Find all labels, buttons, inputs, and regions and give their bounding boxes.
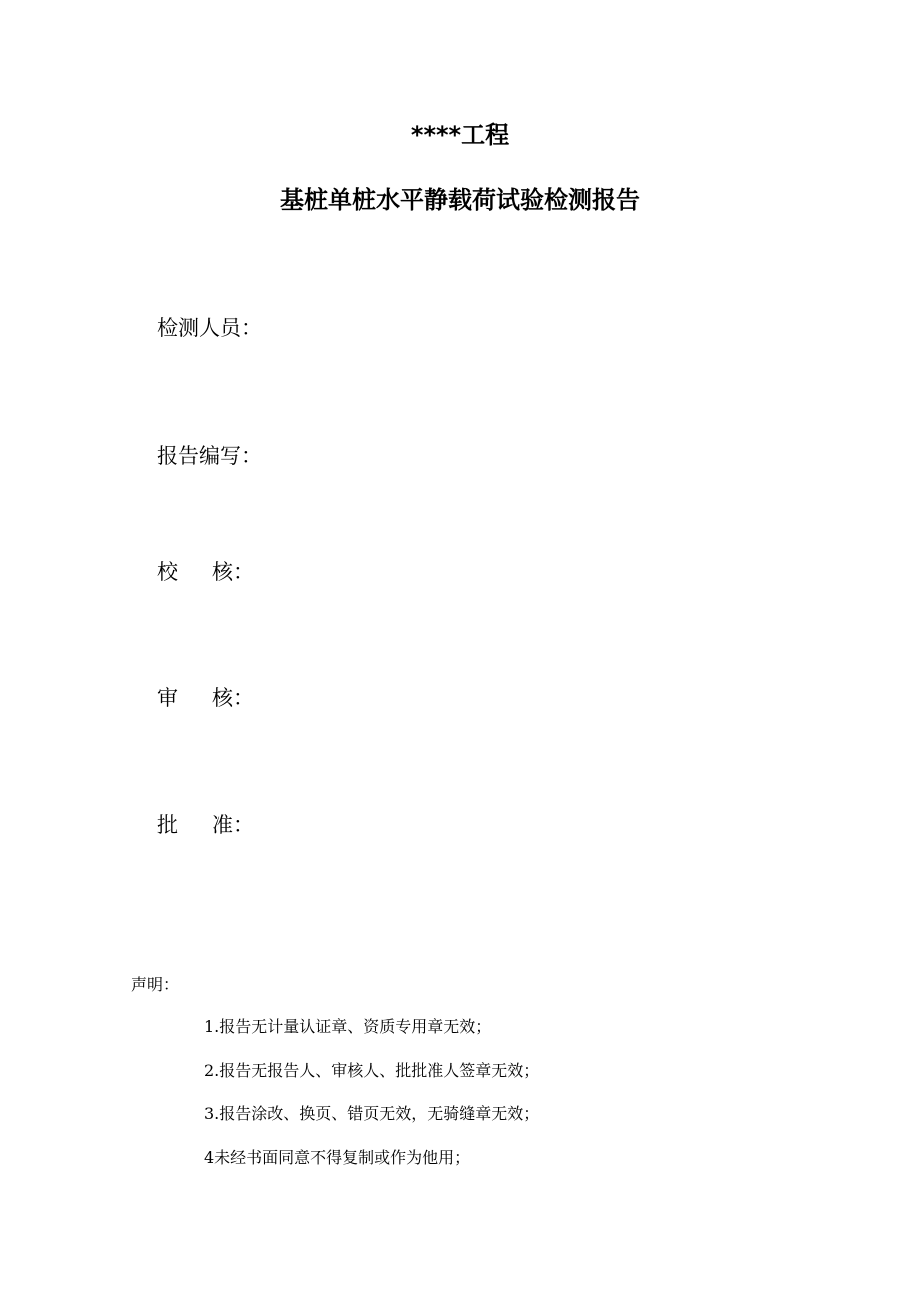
- approver-char-1: 批: [157, 813, 192, 837]
- statement-item: 4未经书面同意不得复制或作为他用；: [204, 1148, 471, 1167]
- approver-label-text: [157, 811, 233, 839]
- reviewer-char-1: 审: [157, 686, 192, 710]
- compiler-label: 报告编写：: [157, 444, 262, 468]
- approver-colon: ：: [233, 813, 254, 837]
- checker-label: [157, 558, 254, 586]
- statement-item: 3.报告涂改、换页、错页无效，无骑缝章无效；: [204, 1104, 540, 1123]
- reviewer-label: [157, 684, 254, 712]
- inspector-label: 检测人员：: [157, 316, 262, 340]
- reviewer-char-2: 核: [212, 686, 233, 710]
- statement-item: 2.报告无报告人、审核人、批批准人签章无效；: [204, 1061, 540, 1080]
- report-title: 基桩单桩水平静载荷试验检测报告: [280, 186, 640, 214]
- checker-colon: ：: [233, 560, 254, 584]
- checker-char-2: 核: [212, 560, 233, 584]
- checker-label-text: [157, 558, 233, 586]
- approver-label: [157, 811, 254, 839]
- statement-heading: 声明：: [131, 975, 180, 994]
- project-title: ****工程: [410, 121, 510, 149]
- approver-char-2: 准: [212, 813, 233, 837]
- checker-char-1: 校: [157, 560, 192, 584]
- reviewer-label-text: [157, 684, 233, 712]
- statement-item: 1.报告无计量认证章、资质专用章无效；: [204, 1017, 492, 1036]
- reviewer-colon: ：: [233, 686, 254, 710]
